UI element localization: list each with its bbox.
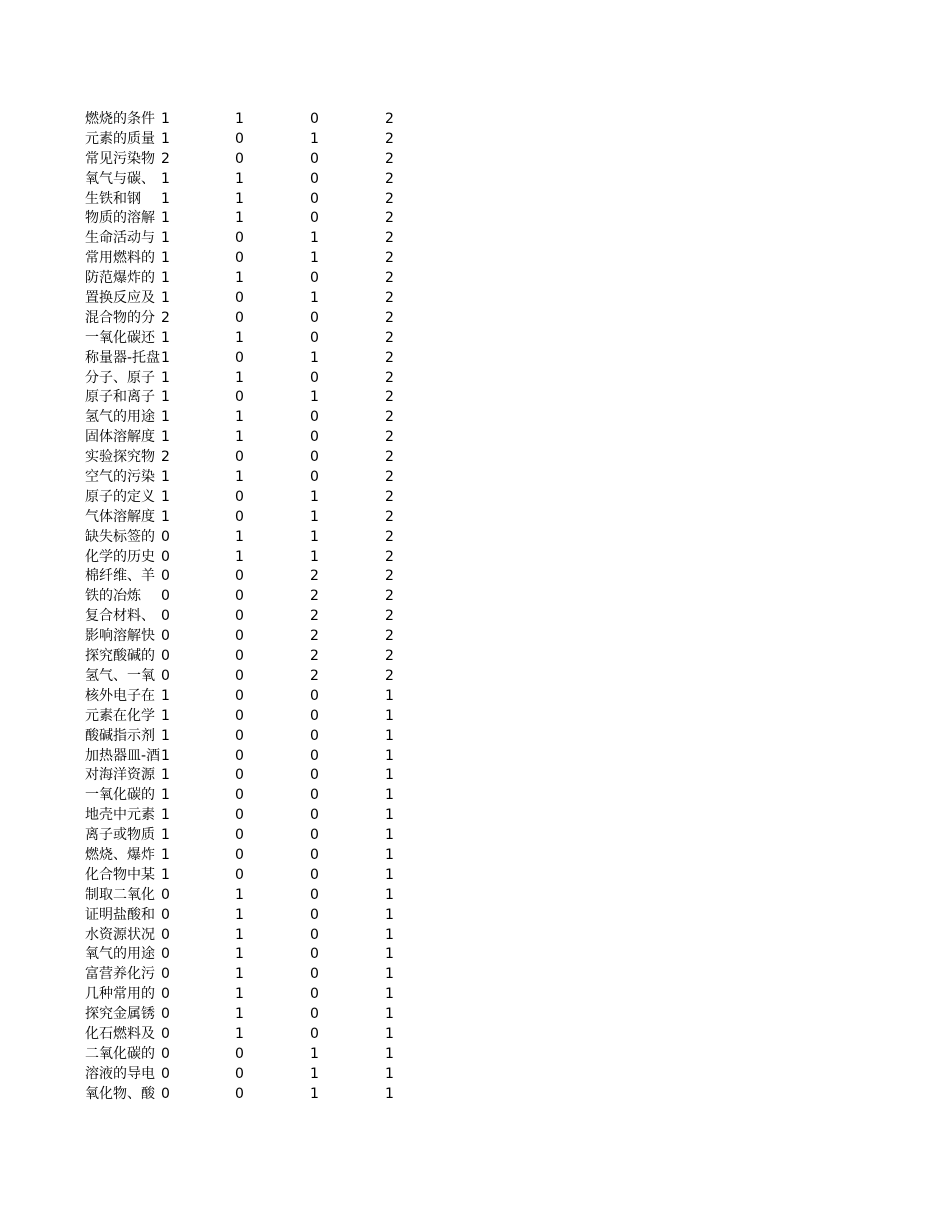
topic-cell[interactable]: 称量器-托盘 — [85, 349, 161, 366]
total-cell[interactable]: 2 — [385, 369, 394, 386]
topic-cell[interactable]: 复合材料、 — [85, 608, 155, 625]
count-cell-3[interactable]: 0 — [310, 946, 319, 963]
count-cell-3[interactable]: 1 — [310, 290, 319, 307]
topic-cell[interactable]: 燃烧的条件 — [85, 111, 155, 127]
count-cell-2[interactable]: 1 — [235, 369, 244, 386]
topic-cell[interactable]: 原子和离子 — [85, 389, 155, 406]
count-cell-1[interactable]: 0 — [161, 906, 170, 923]
count-cell-3[interactable]: 2 — [310, 628, 319, 645]
count-cell-3[interactable]: 0 — [310, 707, 319, 724]
count-cell-1[interactable]: 1 — [161, 508, 170, 525]
total-cell[interactable]: 1 — [385, 727, 394, 744]
count-cell-3[interactable]: 0 — [310, 270, 319, 287]
count-cell-1[interactable]: 0 — [161, 648, 170, 665]
count-cell-3[interactable]: 0 — [310, 429, 319, 446]
count-cell-3[interactable]: 0 — [310, 846, 319, 863]
topic-cell[interactable]: 固体溶解度 — [85, 429, 155, 446]
count-cell-2[interactable]: 1 — [235, 1006, 244, 1023]
count-cell-3[interactable]: 0 — [310, 469, 319, 486]
count-cell-1[interactable]: 2 — [161, 309, 170, 326]
count-cell-1[interactable]: 0 — [161, 966, 170, 983]
count-cell-3[interactable]: 1 — [310, 528, 319, 545]
topic-cell[interactable]: 原子的定义 — [85, 488, 155, 505]
count-cell-3[interactable]: 0 — [310, 1025, 319, 1042]
count-cell-3[interactable]: 2 — [310, 667, 319, 684]
count-cell-2[interactable]: 0 — [235, 449, 244, 466]
total-cell[interactable]: 2 — [385, 488, 394, 505]
topic-cell[interactable]: 棉纤维、羊 — [85, 568, 155, 585]
count-cell-1[interactable]: 1 — [161, 488, 170, 505]
count-cell-2[interactable]: 1 — [235, 190, 244, 207]
total-cell[interactable]: 2 — [385, 210, 394, 227]
total-cell[interactable]: 1 — [385, 966, 394, 983]
count-cell-2[interactable]: 0 — [235, 389, 244, 406]
total-cell[interactable]: 1 — [385, 747, 394, 764]
count-cell-1[interactable]: 1 — [161, 807, 170, 824]
count-cell-3[interactable]: 2 — [310, 608, 319, 625]
count-cell-3[interactable]: 2 — [310, 648, 319, 665]
topic-cell[interactable]: 氧气的用途 — [85, 946, 155, 963]
count-cell-3[interactable]: 0 — [310, 1006, 319, 1023]
count-cell-3[interactable]: 0 — [310, 150, 319, 167]
topic-cell[interactable]: 酸碱指示剂 — [85, 727, 155, 744]
count-cell-3[interactable]: 0 — [310, 827, 319, 844]
total-cell[interactable]: 1 — [385, 1025, 394, 1042]
total-cell[interactable]: 1 — [385, 866, 394, 883]
topic-cell[interactable]: 分子、原子 — [85, 369, 155, 386]
count-cell-3[interactable]: 1 — [310, 508, 319, 525]
count-cell-2[interactable]: 1 — [235, 170, 244, 187]
count-cell-3[interactable]: 0 — [310, 926, 319, 943]
count-cell-3[interactable]: 0 — [310, 906, 319, 923]
topic-cell[interactable]: 空气的污染 — [85, 469, 155, 486]
count-cell-3[interactable]: 0 — [310, 309, 319, 326]
total-cell[interactable]: 2 — [385, 588, 394, 605]
topic-cell[interactable]: 离子或物质 — [85, 827, 155, 844]
total-cell[interactable]: 2 — [385, 170, 394, 187]
count-cell-2[interactable]: 1 — [235, 946, 244, 963]
count-cell-1[interactable]: 0 — [161, 588, 170, 605]
total-cell[interactable]: 2 — [385, 667, 394, 684]
topic-cell[interactable]: 氢气、一氧 — [85, 667, 155, 684]
total-cell[interactable]: 1 — [385, 926, 394, 943]
count-cell-1[interactable]: 0 — [161, 568, 170, 585]
count-cell-1[interactable]: 0 — [161, 926, 170, 943]
count-cell-2[interactable]: 0 — [235, 588, 244, 605]
count-cell-3[interactable]: 0 — [310, 767, 319, 784]
topic-cell[interactable]: 氢气的用途 — [85, 409, 155, 426]
total-cell[interactable]: 1 — [385, 986, 394, 1003]
count-cell-3[interactable]: 0 — [310, 986, 319, 1003]
count-cell-3[interactable]: 0 — [310, 210, 319, 227]
topic-cell[interactable]: 富营养化污 — [85, 966, 155, 983]
count-cell-2[interactable]: 1 — [235, 429, 244, 446]
total-cell[interactable]: 1 — [385, 1065, 394, 1082]
count-cell-1[interactable]: 1 — [161, 846, 170, 863]
count-cell-3[interactable]: 1 — [310, 1085, 319, 1102]
total-cell[interactable]: 2 — [385, 389, 394, 406]
topic-cell[interactable]: 常用燃料的 — [85, 250, 155, 267]
total-cell[interactable]: 2 — [385, 309, 394, 326]
total-cell[interactable]: 1 — [385, 846, 394, 863]
count-cell-3[interactable]: 1 — [310, 548, 319, 565]
count-cell-3[interactable]: 0 — [310, 807, 319, 824]
count-cell-1[interactable]: 1 — [161, 111, 170, 127]
count-cell-1[interactable]: 1 — [161, 787, 170, 804]
total-cell[interactable]: 2 — [385, 469, 394, 486]
count-cell-1[interactable]: 0 — [161, 528, 170, 545]
count-cell-1[interactable]: 0 — [161, 1025, 170, 1042]
count-cell-2[interactable]: 0 — [235, 767, 244, 784]
count-cell-1[interactable]: 1 — [161, 290, 170, 307]
count-cell-2[interactable]: 0 — [235, 309, 244, 326]
total-cell[interactable]: 2 — [385, 568, 394, 585]
total-cell[interactable]: 1 — [385, 687, 394, 704]
count-cell-2[interactable]: 0 — [235, 488, 244, 505]
topic-cell[interactable]: 地壳中元素 — [85, 807, 155, 824]
total-cell[interactable]: 1 — [385, 707, 394, 724]
total-cell[interactable]: 2 — [385, 130, 394, 147]
topic-cell[interactable]: 对海洋资源 — [85, 767, 155, 784]
total-cell[interactable]: 2 — [385, 528, 394, 545]
topic-cell[interactable]: 元素在化学 — [85, 707, 155, 724]
count-cell-3[interactable]: 1 — [310, 130, 319, 147]
topic-cell[interactable]: 防范爆炸的 — [85, 270, 155, 287]
count-cell-1[interactable]: 1 — [161, 727, 170, 744]
total-cell[interactable]: 2 — [385, 150, 394, 167]
count-cell-1[interactable]: 0 — [161, 946, 170, 963]
count-cell-3[interactable]: 0 — [310, 787, 319, 804]
count-cell-2[interactable]: 1 — [235, 528, 244, 545]
count-cell-1[interactable]: 1 — [161, 409, 170, 426]
count-cell-2[interactable]: 0 — [235, 568, 244, 585]
total-cell[interactable]: 2 — [385, 548, 394, 565]
total-cell[interactable]: 2 — [385, 250, 394, 267]
count-cell-2[interactable]: 0 — [235, 667, 244, 684]
total-cell[interactable]: 2 — [385, 111, 394, 127]
topic-cell[interactable]: 置换反应及 — [85, 290, 155, 307]
topic-cell[interactable]: 影响溶解快 — [85, 628, 155, 645]
count-cell-3[interactable]: 1 — [310, 230, 319, 247]
total-cell[interactable]: 1 — [385, 787, 394, 804]
count-cell-1[interactable]: 1 — [161, 866, 170, 883]
total-cell[interactable]: 2 — [385, 329, 394, 346]
topic-cell[interactable]: 一氧化碳的 — [85, 787, 155, 804]
count-cell-2[interactable]: 0 — [235, 250, 244, 267]
total-cell[interactable]: 1 — [385, 827, 394, 844]
count-cell-3[interactable]: 0 — [310, 170, 319, 187]
count-cell-2[interactable]: 0 — [235, 866, 244, 883]
count-cell-1[interactable]: 0 — [161, 986, 170, 1003]
topic-cell[interactable]: 核外电子在 — [85, 687, 155, 704]
count-cell-2[interactable]: 0 — [235, 130, 244, 147]
count-cell-1[interactable]: 0 — [161, 886, 170, 903]
count-cell-2[interactable]: 0 — [235, 747, 244, 764]
count-cell-1[interactable]: 1 — [161, 210, 170, 227]
topic-cell[interactable]: 化学的历史 — [85, 548, 155, 565]
count-cell-3[interactable]: 0 — [310, 727, 319, 744]
count-cell-2[interactable]: 0 — [235, 707, 244, 724]
count-cell-2[interactable]: 1 — [235, 986, 244, 1003]
total-cell[interactable]: 2 — [385, 230, 394, 247]
topic-cell[interactable]: 几种常用的 — [85, 986, 155, 1003]
count-cell-2[interactable]: 1 — [235, 111, 244, 127]
total-cell[interactable]: 1 — [385, 906, 394, 923]
count-cell-2[interactable]: 0 — [235, 787, 244, 804]
count-cell-2[interactable]: 0 — [235, 846, 244, 863]
count-cell-2[interactable]: 0 — [235, 648, 244, 665]
count-cell-3[interactable]: 0 — [310, 886, 319, 903]
count-cell-1[interactable]: 1 — [161, 389, 170, 406]
total-cell[interactable]: 2 — [385, 608, 394, 625]
total-cell[interactable]: 1 — [385, 807, 394, 824]
topic-cell[interactable]: 探究金属锈 — [85, 1006, 155, 1023]
count-cell-1[interactable]: 1 — [161, 230, 170, 247]
topic-cell[interactable]: 溶液的导电 — [85, 1065, 155, 1082]
topic-cell[interactable]: 加热器皿-酒 — [85, 747, 161, 764]
topic-cell[interactable]: 铁的冶炼 — [85, 588, 141, 605]
total-cell[interactable]: 2 — [385, 190, 394, 207]
count-cell-1[interactable]: 2 — [161, 449, 170, 466]
topic-cell[interactable]: 水资源状况 — [85, 926, 155, 943]
topic-cell[interactable]: 制取二氧化 — [85, 886, 155, 903]
total-cell[interactable]: 1 — [385, 767, 394, 784]
count-cell-1[interactable]: 1 — [161, 767, 170, 784]
count-cell-3[interactable]: 1 — [310, 488, 319, 505]
count-cell-2[interactable]: 0 — [235, 1085, 244, 1102]
topic-cell[interactable]: 探究酸碱的 — [85, 648, 155, 665]
topic-cell[interactable]: 混合物的分 — [85, 309, 155, 326]
count-cell-2[interactable]: 1 — [235, 270, 244, 287]
count-cell-1[interactable]: 1 — [161, 130, 170, 147]
count-cell-3[interactable]: 0 — [310, 409, 319, 426]
count-cell-2[interactable]: 1 — [235, 886, 244, 903]
count-cell-3[interactable]: 1 — [310, 349, 319, 366]
topic-cell[interactable]: 元素的质量 — [85, 130, 155, 147]
total-cell[interactable]: 2 — [385, 449, 394, 466]
count-cell-1[interactable]: 0 — [161, 1065, 170, 1082]
topic-cell[interactable]: 氧化物、酸 — [85, 1085, 155, 1102]
count-cell-2[interactable]: 0 — [235, 230, 244, 247]
count-cell-3[interactable]: 1 — [310, 389, 319, 406]
topic-cell[interactable]: 物质的溶解 — [85, 210, 155, 227]
count-cell-2[interactable]: 1 — [235, 966, 244, 983]
total-cell[interactable]: 2 — [385, 648, 394, 665]
count-cell-1[interactable]: 0 — [161, 548, 170, 565]
count-cell-2[interactable]: 1 — [235, 469, 244, 486]
count-cell-1[interactable]: 1 — [161, 707, 170, 724]
total-cell[interactable]: 2 — [385, 628, 394, 645]
topic-cell[interactable]: 常见污染物 — [85, 150, 155, 167]
count-cell-3[interactable]: 0 — [310, 111, 319, 127]
count-cell-3[interactable]: 0 — [310, 866, 319, 883]
count-cell-2[interactable]: 0 — [235, 290, 244, 307]
topic-cell[interactable]: 二氧化碳的 — [85, 1045, 155, 1062]
count-cell-1[interactable]: 1 — [161, 429, 170, 446]
count-cell-2[interactable]: 1 — [235, 1025, 244, 1042]
count-cell-2[interactable]: 0 — [235, 1045, 244, 1062]
topic-cell[interactable]: 一氧化碳还 — [85, 329, 155, 346]
count-cell-2[interactable]: 1 — [235, 210, 244, 227]
count-cell-3[interactable]: 0 — [310, 329, 319, 346]
count-cell-3[interactable]: 1 — [310, 1045, 319, 1062]
count-cell-2[interactable]: 1 — [235, 906, 244, 923]
count-cell-3[interactable]: 0 — [310, 687, 319, 704]
count-cell-2[interactable]: 0 — [235, 687, 244, 704]
count-cell-1[interactable]: 1 — [161, 747, 170, 764]
total-cell[interactable]: 2 — [385, 429, 394, 446]
count-cell-3[interactable]: 0 — [310, 966, 319, 983]
topic-cell[interactable]: 证明盐酸和 — [85, 906, 155, 923]
count-cell-1[interactable]: 1 — [161, 349, 170, 366]
topic-cell[interactable]: 化石燃料及 — [85, 1025, 155, 1042]
count-cell-3[interactable]: 0 — [310, 449, 319, 466]
count-cell-3[interactable]: 0 — [310, 747, 319, 764]
count-cell-3[interactable]: 0 — [310, 190, 319, 207]
topic-cell[interactable]: 气体溶解度 — [85, 508, 155, 525]
total-cell[interactable]: 2 — [385, 270, 394, 287]
count-cell-1[interactable]: 1 — [161, 369, 170, 386]
topic-cell[interactable]: 缺失标签的 — [85, 528, 155, 545]
topic-cell[interactable]: 生铁和钢 — [85, 190, 141, 207]
count-cell-1[interactable]: 1 — [161, 827, 170, 844]
count-cell-1[interactable]: 0 — [161, 1085, 170, 1102]
count-cell-1[interactable]: 0 — [161, 1006, 170, 1023]
count-cell-3[interactable]: 1 — [310, 250, 319, 267]
topic-cell[interactable]: 化合物中某 — [85, 866, 155, 883]
count-cell-2[interactable]: 0 — [235, 608, 244, 625]
count-cell-1[interactable]: 1 — [161, 329, 170, 346]
count-cell-1[interactable]: 0 — [161, 608, 170, 625]
count-cell-1[interactable]: 1 — [161, 469, 170, 486]
count-cell-2[interactable]: 1 — [235, 926, 244, 943]
count-cell-1[interactable]: 2 — [161, 150, 170, 167]
count-cell-3[interactable]: 1 — [310, 1065, 319, 1082]
total-cell[interactable]: 2 — [385, 409, 394, 426]
topic-cell[interactable]: 氧气与碳、 — [85, 170, 155, 187]
count-cell-3[interactable]: 2 — [310, 588, 319, 605]
count-cell-1[interactable]: 1 — [161, 190, 170, 207]
count-cell-1[interactable]: 1 — [161, 250, 170, 267]
count-cell-1[interactable]: 0 — [161, 628, 170, 645]
count-cell-2[interactable]: 0 — [235, 1065, 244, 1082]
total-cell[interactable]: 1 — [385, 946, 394, 963]
count-cell-1[interactable]: 1 — [161, 687, 170, 704]
count-cell-2[interactable]: 0 — [235, 508, 244, 525]
topic-cell[interactable]: 燃烧、爆炸 — [85, 846, 155, 863]
count-cell-3[interactable]: 0 — [310, 369, 319, 386]
count-cell-2[interactable]: 0 — [235, 727, 244, 744]
total-cell[interactable]: 1 — [385, 1045, 394, 1062]
total-cell[interactable]: 1 — [385, 886, 394, 903]
total-cell[interactable]: 2 — [385, 290, 394, 307]
topic-cell[interactable]: 实验探究物 — [85, 449, 155, 466]
count-cell-1[interactable]: 1 — [161, 170, 170, 187]
count-cell-2[interactable]: 1 — [235, 329, 244, 346]
count-cell-2[interactable]: 0 — [235, 628, 244, 645]
count-cell-2[interactable]: 0 — [235, 150, 244, 167]
count-cell-2[interactable]: 0 — [235, 349, 244, 366]
total-cell[interactable]: 1 — [385, 1085, 394, 1102]
count-cell-2[interactable]: 1 — [235, 548, 244, 565]
total-cell[interactable]: 2 — [385, 508, 394, 525]
count-cell-2[interactable]: 0 — [235, 827, 244, 844]
count-cell-1[interactable]: 0 — [161, 667, 170, 684]
total-cell[interactable]: 2 — [385, 349, 394, 366]
count-cell-2[interactable]: 1 — [235, 409, 244, 426]
count-cell-2[interactable]: 0 — [235, 807, 244, 824]
total-cell[interactable]: 1 — [385, 1006, 394, 1023]
topic-cell[interactable]: 生命活动与 — [85, 230, 155, 247]
count-cell-3[interactable]: 2 — [310, 568, 319, 585]
count-cell-1[interactable]: 1 — [161, 270, 170, 287]
count-cell-1[interactable]: 0 — [161, 1045, 170, 1062]
